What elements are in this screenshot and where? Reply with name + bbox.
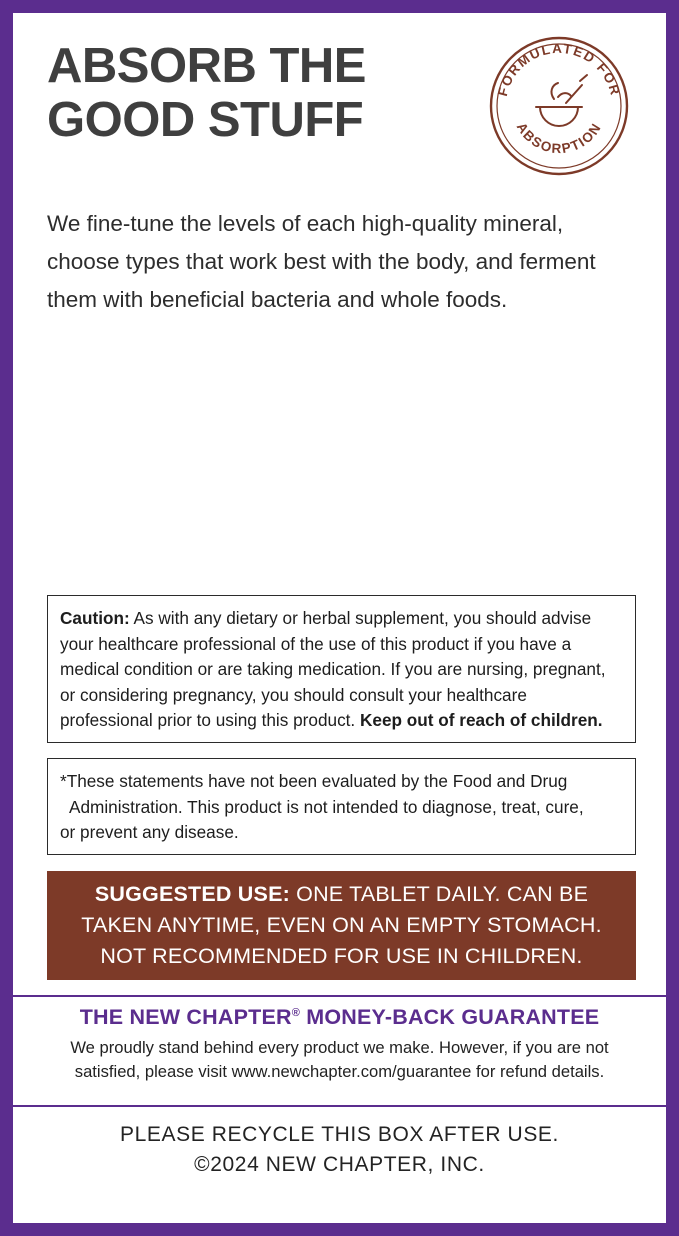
formulated-for-absorption-seal <box>488 35 630 177</box>
guarantee-heading <box>13 1005 666 1030</box>
svg-text:ABSORPTION: ABSORPTION <box>513 119 605 157</box>
headline-row <box>47 13 632 199</box>
footer-section <box>13 1120 666 1180</box>
registered-trademark-icon: ® <box>291 1006 301 1019</box>
caution-bold-tail: Keep out of reach of children. <box>359 710 603 730</box>
suggested-use-body: ONE TABLET DAILY. CAN BE TAKEN ANYTIME, EVEN ON AN EMPTY STOMACH. NOT RECOMMENDED FOR USE IN CHILDREN. <box>81 882 602 968</box>
caution-text <box>60 606 623 734</box>
guarantee-body-line-1: We proudly stand behind every product we make. However, if you are not <box>70 1038 609 1057</box>
suggested-use-banner <box>47 871 636 980</box>
fda-line-1: *These statements have not been evaluated by the Food and Drug <box>60 771 568 791</box>
caution-box <box>47 595 636 743</box>
guarantee-body-line-2: satisfied, please visit www.newchapter.com/guarantee for refund details. <box>74 1062 605 1081</box>
copyright-notice: ©2024 NEW CHAPTER, INC. <box>194 1153 485 1176</box>
divider-top <box>13 995 666 997</box>
fda-line-2: Administration. This product is not intended to diagnose, treat, cure, <box>69 796 584 817</box>
money-back-guarantee-section <box>13 1005 666 1084</box>
fda-line-3: or prevent any disease. <box>60 822 239 842</box>
guarantee-body <box>13 1036 666 1084</box>
lead-paragraph: We fine-tune the levels of each high-quality mineral, choose types that work best with the body, and ferment them with beneficial bacteria and whole foods. <box>47 211 596 312</box>
headline-line-2: GOOD STUFF <box>47 93 364 147</box>
headline-line-1: ABSORB THE <box>47 39 366 93</box>
suggested-use-label: SUGGESTED USE: <box>94 882 290 906</box>
guarantee-heading-post: MONEY-BACK GUARANTEE <box>300 1005 600 1029</box>
caution-label: Caution: <box>60 608 130 628</box>
fda-disclaimer-text <box>60 769 623 846</box>
guarantee-heading-pre: THE NEW CHAPTER <box>79 1005 292 1029</box>
divider-bottom <box>13 1105 666 1107</box>
caution-body: As with any dietary or herbal supplement, you should advise your healthcare professional of the use of this product if you have a medical condition or are taking medication. If you are nursing, pregnant, or considering pregnancy, you should consult your healthcare professional prior to using this product. <box>60 608 606 730</box>
svg-text:FORMULATED FOR: FORMULATED FOR <box>494 40 624 98</box>
fda-disclaimer-box <box>47 758 636 855</box>
suggested-use-text <box>61 879 622 972</box>
recycle-notice: PLEASE RECYCLE THIS BOX AFTER USE. <box>120 1123 559 1146</box>
page-title <box>47 39 447 147</box>
